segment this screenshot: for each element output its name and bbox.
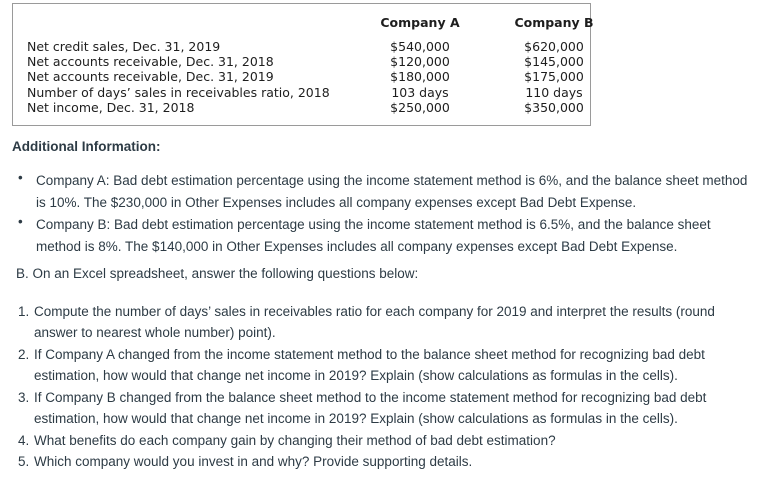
bullet-icon: • xyxy=(18,170,23,185)
row-label: Net accounts receivable, Dec. 31, 2018 xyxy=(27,54,274,69)
value-company-b: $175,000 xyxy=(524,69,584,84)
question-number: 1. xyxy=(18,304,30,319)
row-label: Number of days’ sales in receivables ratio, 2018 xyxy=(27,85,330,100)
value-company-b: $620,000 xyxy=(524,39,584,54)
question-text: Which company would you invest in and why? Provide supporting details. xyxy=(34,454,473,469)
question-text: Compute the number of days’ sales in receivables ratio for each company for 2019 and interpret the results (round answer to nearest whole number) point). xyxy=(34,304,715,340)
additional-info-heading: Additional Information: xyxy=(12,139,161,154)
question-text: If Company A changed from the income statement method to the balance sheet method for recognizing bad debt estimation, how would that change net income in 2019? Explain (show calculations as formulas in the cells). xyxy=(34,347,705,383)
value-company-a: $180,000 xyxy=(390,69,450,84)
column-header-company-a: Company A xyxy=(380,15,460,30)
list-item-text: Company A: Bad debt estimation percentage using the income statement method is 6%, and the balance sheet method is 10%. The $230,000 in Other Expenses includes all company expenses except Bad Debt Expense. xyxy=(36,173,748,210)
value-company-b: 110 days xyxy=(525,85,583,100)
question-number: 3. xyxy=(18,390,30,405)
row-label: Net income, Dec. 31, 2018 xyxy=(27,100,195,115)
value-company-b: $350,000 xyxy=(524,100,584,115)
row-label: Net credit sales, Dec. 31, 2019 xyxy=(27,39,221,54)
bullet-icon: • xyxy=(18,214,23,229)
question-number: 4. xyxy=(18,433,30,448)
value-company-a: $250,000 xyxy=(390,100,450,115)
question-text: If Company B changed from the balance sheet method to the income statement method for recognizing bad debt estimation, how would that change net income in 2019? Explain (show calculations as formulas in the cells). xyxy=(34,390,707,426)
value-company-b: $145,000 xyxy=(524,54,584,69)
column-header-company-b: Company B xyxy=(514,15,594,30)
value-company-a: 103 days xyxy=(391,85,449,100)
value-company-a: $540,000 xyxy=(390,39,450,54)
part-b-heading: B. On an Excel spreadsheet, answer the following questions below: xyxy=(16,266,419,281)
value-company-a: $120,000 xyxy=(390,54,450,69)
list-item-text: Company B: Bad debt estimation percentage using the income statement method is 6.5%, and the balance sheet method is 8%. The $140,000 in Other Expenses includes all company expenses except Bad Debt Expense. xyxy=(36,217,711,254)
row-label: Net accounts receivable, Dec. 31, 2019 xyxy=(27,69,274,84)
question-text: What benefits do each company gain by changing their method of bad debt estimation? xyxy=(34,433,556,448)
question-number: 2. xyxy=(18,347,30,362)
financial-data-table xyxy=(12,3,594,126)
question-number: 5. xyxy=(18,454,30,469)
